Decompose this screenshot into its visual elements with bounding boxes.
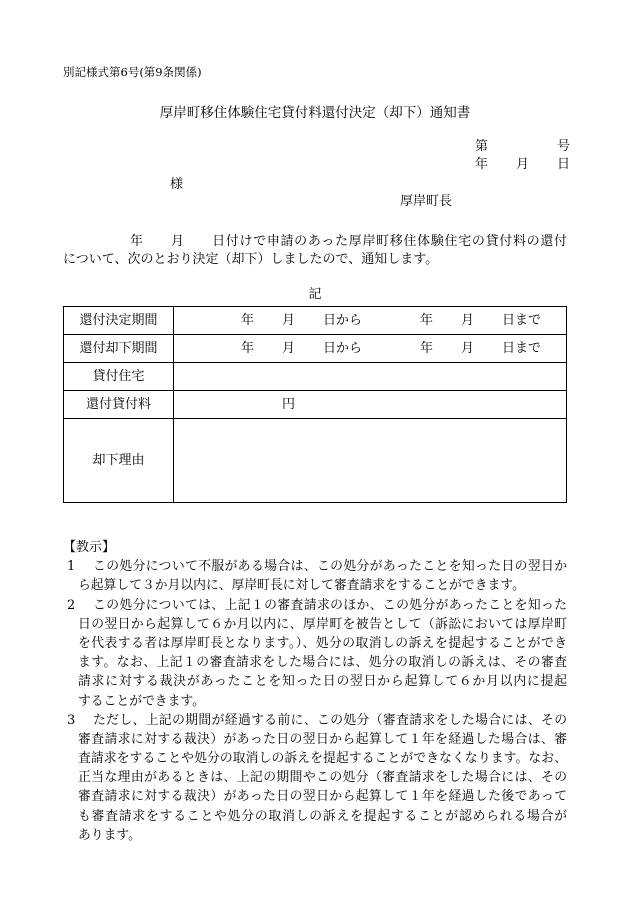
notice-item-number: 1	[67, 559, 76, 575]
notice-item-number: 3	[67, 712, 76, 728]
notice-line-text: この処分について不服がある場合は、この処分があったことを知った日の翌日か	[93, 559, 567, 575]
form-number-label: 別記様式第6号(第9条関係)	[63, 65, 202, 79]
table-row-label: 還付貸付料	[64, 390, 174, 418]
notice-line: も審査請求をすることや処分の取消しの訴えを提起することが認められる場合が	[78, 808, 567, 824]
notice-line	[63, 596, 567, 615]
notice-item-number: 2	[67, 597, 76, 613]
issue-date-year: 年	[475, 157, 489, 172]
intro-line: について、次のとおり決定（却下）しましたので、通知します。	[63, 252, 439, 267]
notice-line: 審査請求に対する裁決）があった日の翌日から起算して１年を経過した場合は、審	[78, 731, 567, 747]
to-year-label: 年	[420, 340, 434, 356]
table-row-value	[174, 362, 566, 390]
table-row-label: 却下理由	[64, 418, 174, 502]
notice-section	[63, 538, 567, 845]
notice-item	[63, 711, 567, 845]
from-day-label: 日から	[323, 340, 363, 356]
issue-date-month: 月	[516, 157, 530, 172]
table-row-label: 還付決定期間	[64, 307, 174, 334]
document-number-suffix: 号	[557, 139, 571, 154]
details-table	[63, 306, 567, 503]
to-month-label: 月	[461, 340, 475, 356]
addressee-honorific: 様	[170, 177, 184, 192]
to-month-label: 月	[461, 312, 475, 328]
table-row-value	[174, 390, 566, 418]
notice-line	[63, 557, 567, 576]
notice-line-text: ただし、上記の期間が経過する前に、この処分（審査請求をした場合には、その	[93, 712, 567, 728]
notice-line	[63, 711, 567, 730]
from-month-label: 月	[282, 312, 296, 328]
from-day-label: 日から	[323, 312, 363, 328]
issue-date-day: 日	[557, 157, 571, 172]
notice-line: 査請求をすることや処分の取消しの訴えを提起することができなくなります。なお、	[78, 751, 567, 767]
notice-line-text: この処分については、上記１の審査請求のほか、この処分があったことを知った	[93, 597, 567, 613]
notice-heading: 【教示】	[63, 540, 116, 555]
table-row-label: 貸付住宅	[64, 362, 174, 390]
notice-line: ます。なお、上記１の審査請求をした場合には、処分の取消しの訴えは、その審査	[78, 655, 567, 671]
notice-item	[63, 557, 567, 595]
table-row-value	[174, 334, 566, 362]
notice-line: ら起算して３か月以内に、厚岸町長に対して審査請求をすることができます。	[78, 578, 525, 594]
to-year-label: 年	[420, 312, 434, 328]
from-year-label: 年	[241, 340, 255, 356]
notice-line: 日の翌日から起算して６か月以内に、厚岸町を被告として（訴訟においては厚岸町	[78, 616, 567, 632]
yen-unit: 円	[282, 396, 296, 412]
notice-item	[63, 596, 567, 711]
notice-line: 審査請求に対する裁決）があった日の翌日から起算して１年を経過した後であって	[78, 789, 567, 805]
notice-line: あります。	[78, 827, 141, 843]
notice-line: 請求に対する裁決があったことを知った日の翌日から起算して６か月以内に提起	[78, 674, 567, 690]
table-row-value	[174, 418, 566, 502]
document-title: 厚岸町移住体験住宅貸付料還付決定（却下）通知書	[159, 105, 471, 121]
from-year-label: 年	[241, 312, 255, 328]
table-row-value	[174, 307, 566, 334]
notice-line: を代表する者は厚岸町長となります。）、処分の取消しの訴えを提起することができ	[78, 635, 567, 651]
notice-line: 正当な理由があるときは、上記の期間やこの処分（審査請求をした場合には、その	[78, 770, 568, 786]
table-row-label: 還付却下期間	[64, 334, 174, 362]
to-day-label: 日まで	[502, 340, 542, 356]
record-mark: 記	[308, 287, 322, 302]
document-number-prefix: 第	[475, 139, 489, 154]
intro-line: 年 月 日付けで申請のあった厚岸町移住体験住宅の貸付料の還付	[130, 234, 567, 249]
from-month-label: 月	[282, 340, 296, 356]
notice-line: することができます。	[78, 693, 205, 709]
issuer-name: 厚岸町長	[400, 194, 453, 209]
to-day-label: 日まで	[502, 312, 542, 328]
